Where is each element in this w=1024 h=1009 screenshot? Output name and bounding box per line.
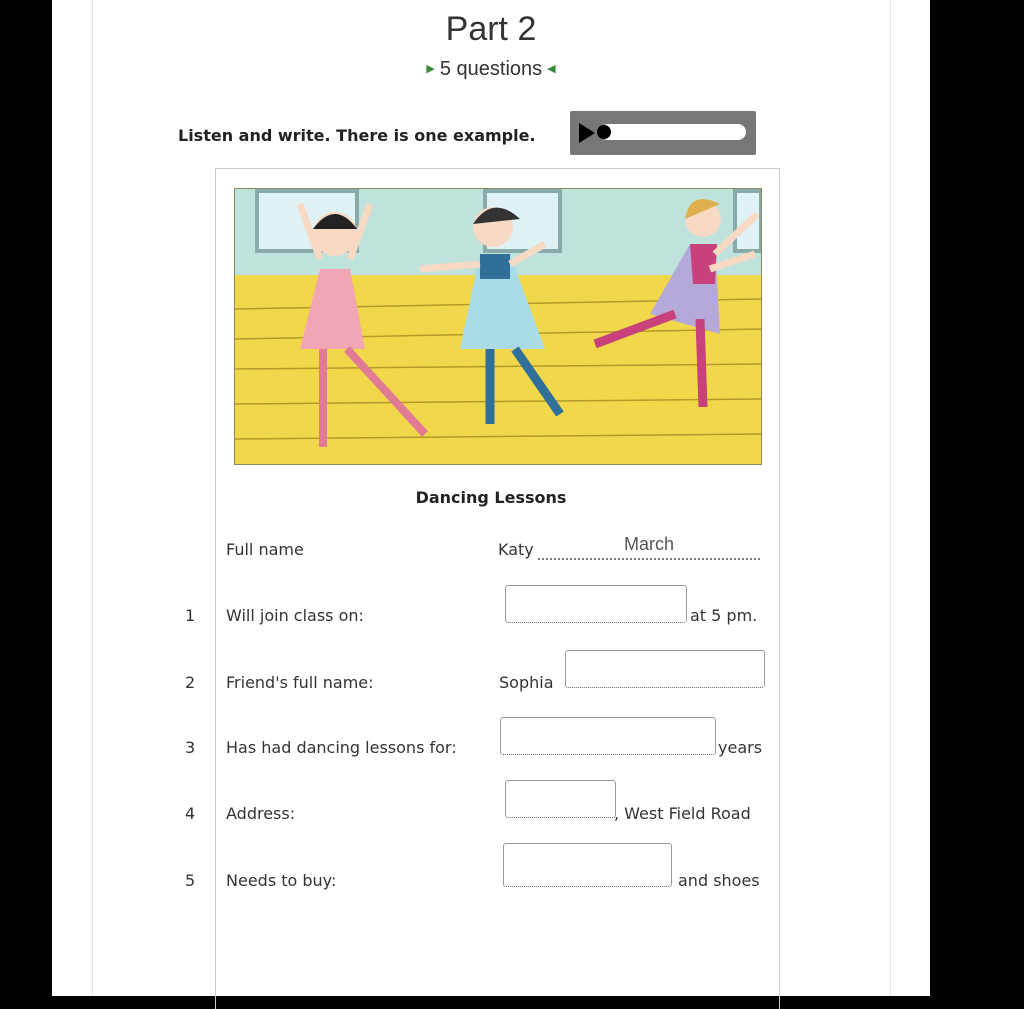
question-number: 3 — [185, 738, 196, 757]
example-prefix: Katy — [498, 540, 534, 559]
question-prefix: Sophia — [499, 673, 554, 692]
question-suffix: at 5 pm. — [690, 606, 758, 625]
question-number: 2 — [185, 673, 196, 692]
answer-input-2[interactable] — [565, 650, 765, 688]
audio-progress-track[interactable] — [600, 124, 746, 140]
question-number: 4 — [185, 804, 196, 823]
answer-input-1[interactable] — [505, 585, 687, 623]
question-number: 1 — [185, 606, 196, 625]
audio-player[interactable] — [570, 111, 756, 155]
answer-input-5[interactable] — [503, 843, 672, 887]
question-label: Needs to buy: — [226, 871, 337, 890]
ballet-illustration — [234, 188, 762, 465]
example-label: Full name — [226, 540, 304, 559]
form-heading: Dancing Lessons — [415, 488, 567, 507]
page-title: Part 2 — [445, 10, 537, 48]
example-answer: March — [624, 534, 675, 554]
play-icon[interactable] — [579, 123, 595, 143]
question-suffix: years — [718, 738, 763, 757]
answer-line — [538, 558, 760, 560]
question-suffix: and shoes — [678, 871, 760, 890]
answer-input-3[interactable] — [500, 717, 716, 755]
question-label: Will join class on: — [226, 606, 364, 625]
audio-progress-knob[interactable] — [597, 125, 611, 139]
question-label: Friend's full name: — [226, 673, 374, 692]
arrow-left-icon: ◀ — [547, 63, 556, 75]
worksheet-page — [52, 0, 930, 996]
subtitle-text: 5 questions — [439, 58, 543, 80]
question-label: Address: — [226, 804, 296, 823]
instruction: Listen and write. There is one example. — [178, 126, 536, 145]
arrow-right-icon: ▶ — [426, 63, 435, 75]
question-suffix: , West Field Road — [614, 804, 751, 823]
question-number: 5 — [185, 871, 196, 890]
answer-input-4[interactable] — [505, 780, 616, 818]
question-label: Has had dancing lessons for: — [226, 738, 457, 757]
question-count — [52, 58, 930, 81]
